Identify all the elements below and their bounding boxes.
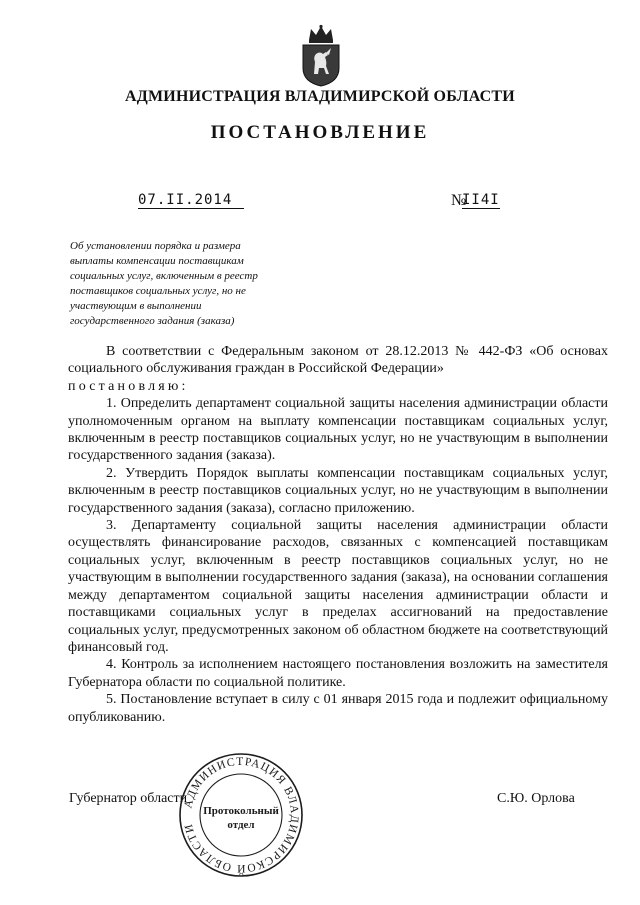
coat-of-arms-icon (296, 24, 346, 88)
subject-line: Об установлении порядка и размера (70, 240, 241, 252)
subject-line: выплаты компенсации поставщикам (70, 255, 244, 267)
preamble-paragraph: В соответствии с Федеральным законом от 28.12.2013 № 442-ФЗ «Об основах социального обслуживания граждан в Российской Федерации» (68, 344, 608, 377)
stamp-center-line-2: отдел (227, 819, 255, 831)
official-stamp (176, 750, 306, 880)
decree-item-4: 4. Контроль за исполнением настоящего постановления возложить на заместителя Губернатора области по социальной политике. (68, 657, 608, 690)
subject-line: поставщиков социальных услуг, но не (70, 285, 246, 297)
subject-line: государственного задания (заказа) (70, 315, 235, 327)
decree-item-1: 1. Определить департамент социальной защиты населения администрации области уполномоченным органом на выплату компенсации поставщикам социальных услуг, включенным в реестр поставщиков социальных услуг, но не участвующим в выполнении государственного задания (заказа). (68, 396, 608, 464)
document-subject (70, 239, 310, 329)
decree-item-3: 3. Департаменту социальной защиты населения администрации области осуществлять финансирование расходов, связанных с компенсацией поставщикам социальных услуг, включенным в реестр поставщиков социальных услуг, но не участвующим в выполнении государственного задания (заказа), на основании соглашения между департаментом социальной защиты населения администрации области и поставщиками социальных услуг в пределах ассигнований на предоставление социальных услуг, предусмотренных законом об областном бюджете на соответствующий финансовый год. (68, 518, 608, 655)
decree-body (68, 343, 608, 726)
administration-title: АДМИНИСТРАЦИЯ ВЛАДИМИРСКОЙ ОБЛАСТИ (125, 88, 515, 105)
number-sign: № (451, 192, 467, 209)
decree-item-2: 2. Утвердить Порядок выплаты компенсации поставщикам социальных услуг, включенным в реестр поставщиков социальных услуг, но не участвующим в выполнении государственного задания (заказа), согласно приложению. (68, 465, 608, 516)
document-number: II4I (462, 192, 500, 208)
stamp-center-line-1: Протокольный (203, 805, 279, 817)
stamp-ring-text: АДМИНИСТРАЦИЯ ВЛАДИМИРСКОЙ ОБЛАСТИ (182, 755, 301, 875)
document-date: 07.II.2014 (138, 192, 244, 209)
subject-line: социальных услуг, включенным в реестр (70, 270, 258, 282)
signer-position: Губернатор области (69, 791, 188, 806)
decree-item-5: 5. Постановление вступает в силу с 01 января 2015 года и подлежит официальному опубликованию. (68, 692, 608, 725)
document-type-title: ПОСТАНОВЛЕНИЕ (210, 122, 430, 143)
subject-line: участвующим в выполнении (70, 300, 202, 312)
signer-name: С.Ю. Орлова (497, 791, 575, 806)
decree-word: постановляю: (68, 378, 189, 394)
